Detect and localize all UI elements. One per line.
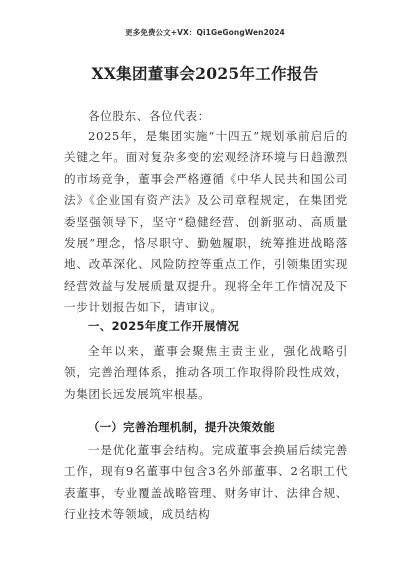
- document-title: XX集团董事会2025年工作报告: [91, 64, 319, 83]
- subsection-paragraph: 一是优化董事会结构。完成董事会换届后续完善工作，现有9名董事中包含3名外部董事、2名职工代表董事，专业覆盖战略管理、财务审计、法律合规、行业技术等领域，成员结构: [64, 443, 348, 522]
- section-heading: 一、2025年度工作开展情况: [88, 319, 240, 333]
- header-note: 更多免费公文+VX：Qi1GeGongWen2024: [125, 28, 285, 37]
- subsection-heading: （一）完善治理机制，提升决策效能: [88, 420, 276, 434]
- intro-paragraph: 2025年，是集团实施“十四五”规划承前启后的关键之年。面对复杂多变的宏观经济环境与日趋激烈的市场竞争，董事会严格遵循《中华人民共和国公司法》《企业国有资产法》及公司章程规定，在集团党委坚强领导下，坚守“稳健经营、创新驱动、高质量发展”理念，恪尽职守、勤勉履职，统筹推进战略落地、改革深化、风险防控等重点工作，引领集团实现经营效益与发展质量双提升。现将全年工作情况及下一步计划报告如下，请审议。: [64, 129, 348, 315]
- salutation: 各位股东、各位代表：: [88, 109, 210, 123]
- section-paragraph: 全年以来，董事会聚焦主责主业，强化战略引领，完善治理体系，推动各项工作取得阶段性成效，为集团长远发展筑牢根基。: [64, 344, 348, 401]
